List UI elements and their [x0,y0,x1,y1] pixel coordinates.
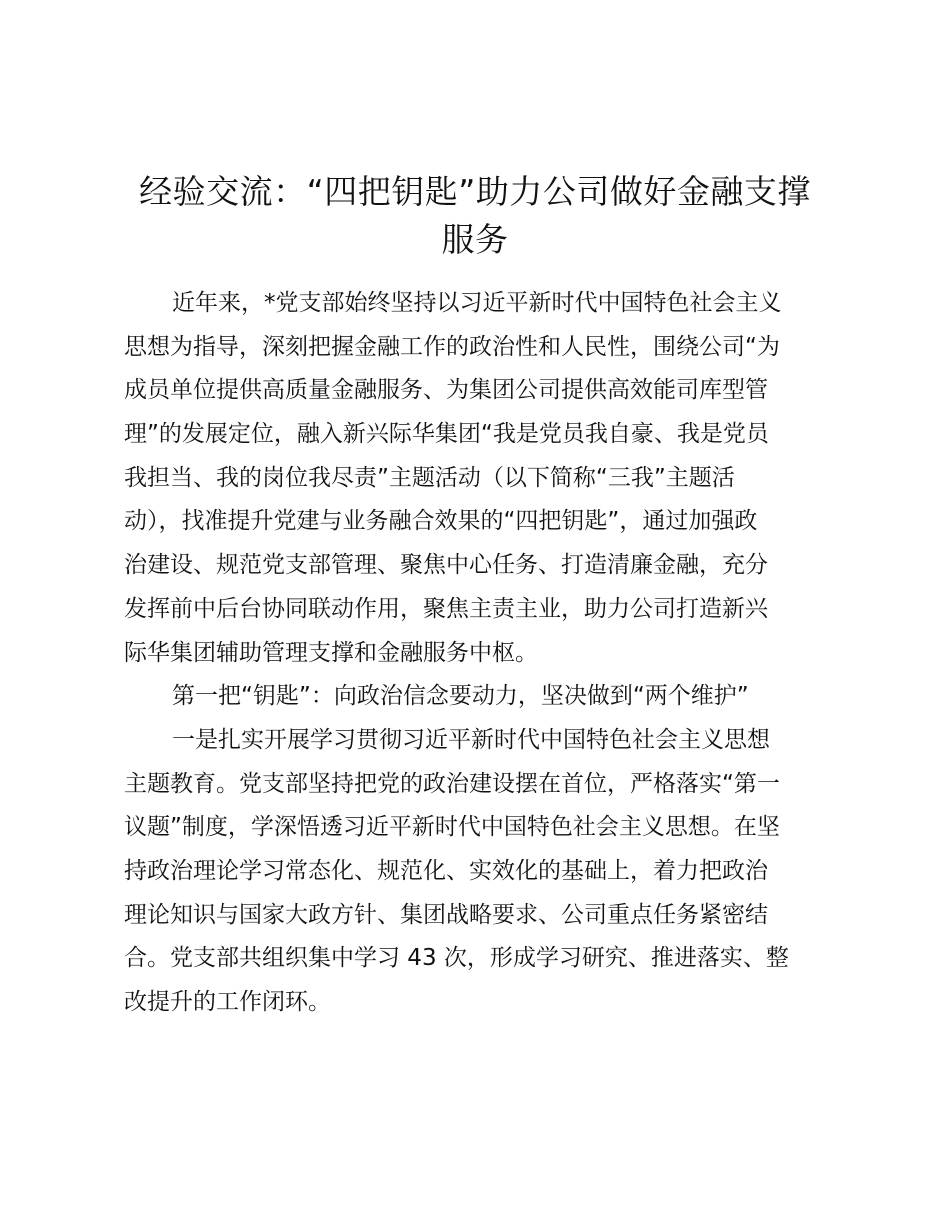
title-line: 服务 [441,220,509,259]
body-line: 动），找准提升党建与业务融合效果的“四把钥匙”，通过加强政 [124,508,758,535]
body-line: 合。党支部共组织集中学习 43 次，形成学习研究、推进落实、整 [124,945,789,972]
section-heading: 第一把“钥匙”：向政治信念要动力，坚决做到“两个维护” [172,683,749,710]
body-line: 思想为指导，深刻把握金融工作的政治性和人民性，围绕公司“为 [124,333,780,360]
body-line: 我担当、我的岗位我尽责”主题活动（以下简称“三我”主题活 [124,464,735,491]
body-line: 发挥前中后台协同联动作用，聚焦主责主业，助力公司打造新兴 [124,595,768,622]
body-line: 理论知识与国家大政方针、集团战略要求、公司重点任务紧密结 [124,901,768,928]
body-line: 治建设、规范党支部管理、聚焦中心任务、打造清廉金融，充分 [124,552,768,579]
document-title [110,168,840,264]
body-line: 改提升的工作闭环。 [124,989,331,1015]
body-line: 际华集团辅助管理支撑和金融服务中枢。 [124,639,538,666]
document-body [124,282,839,1025]
body-line: 近年来，*党支部始终坚持以习近平新时代中国特色社会主义 [172,290,782,316]
body-line: 成员单位提供高质量金融服务、为集团公司提供高效能司库型管 [124,377,768,404]
body-line: 一是扎实开展学习贯彻习近平新时代中国特色社会主义思想 [172,726,770,753]
body-line: 理”的发展定位，融入新兴际华集团“我是党员我自豪、我是党员 [124,421,769,448]
body-line: 持政治理论学习常态化、规范化、实效化的基础上，着力把政治 [124,857,768,884]
body-line: 议题”制度，学深悟透习近平新时代中国特色社会主义思想。在坚 [124,814,780,841]
title-line: 经验交流：“四把钥匙”助力公司做好金融支撑 [139,172,811,211]
body-line: 主题教育。党支部坚持把党的政治建设摆在首位，严格落实“第一 [124,770,780,797]
